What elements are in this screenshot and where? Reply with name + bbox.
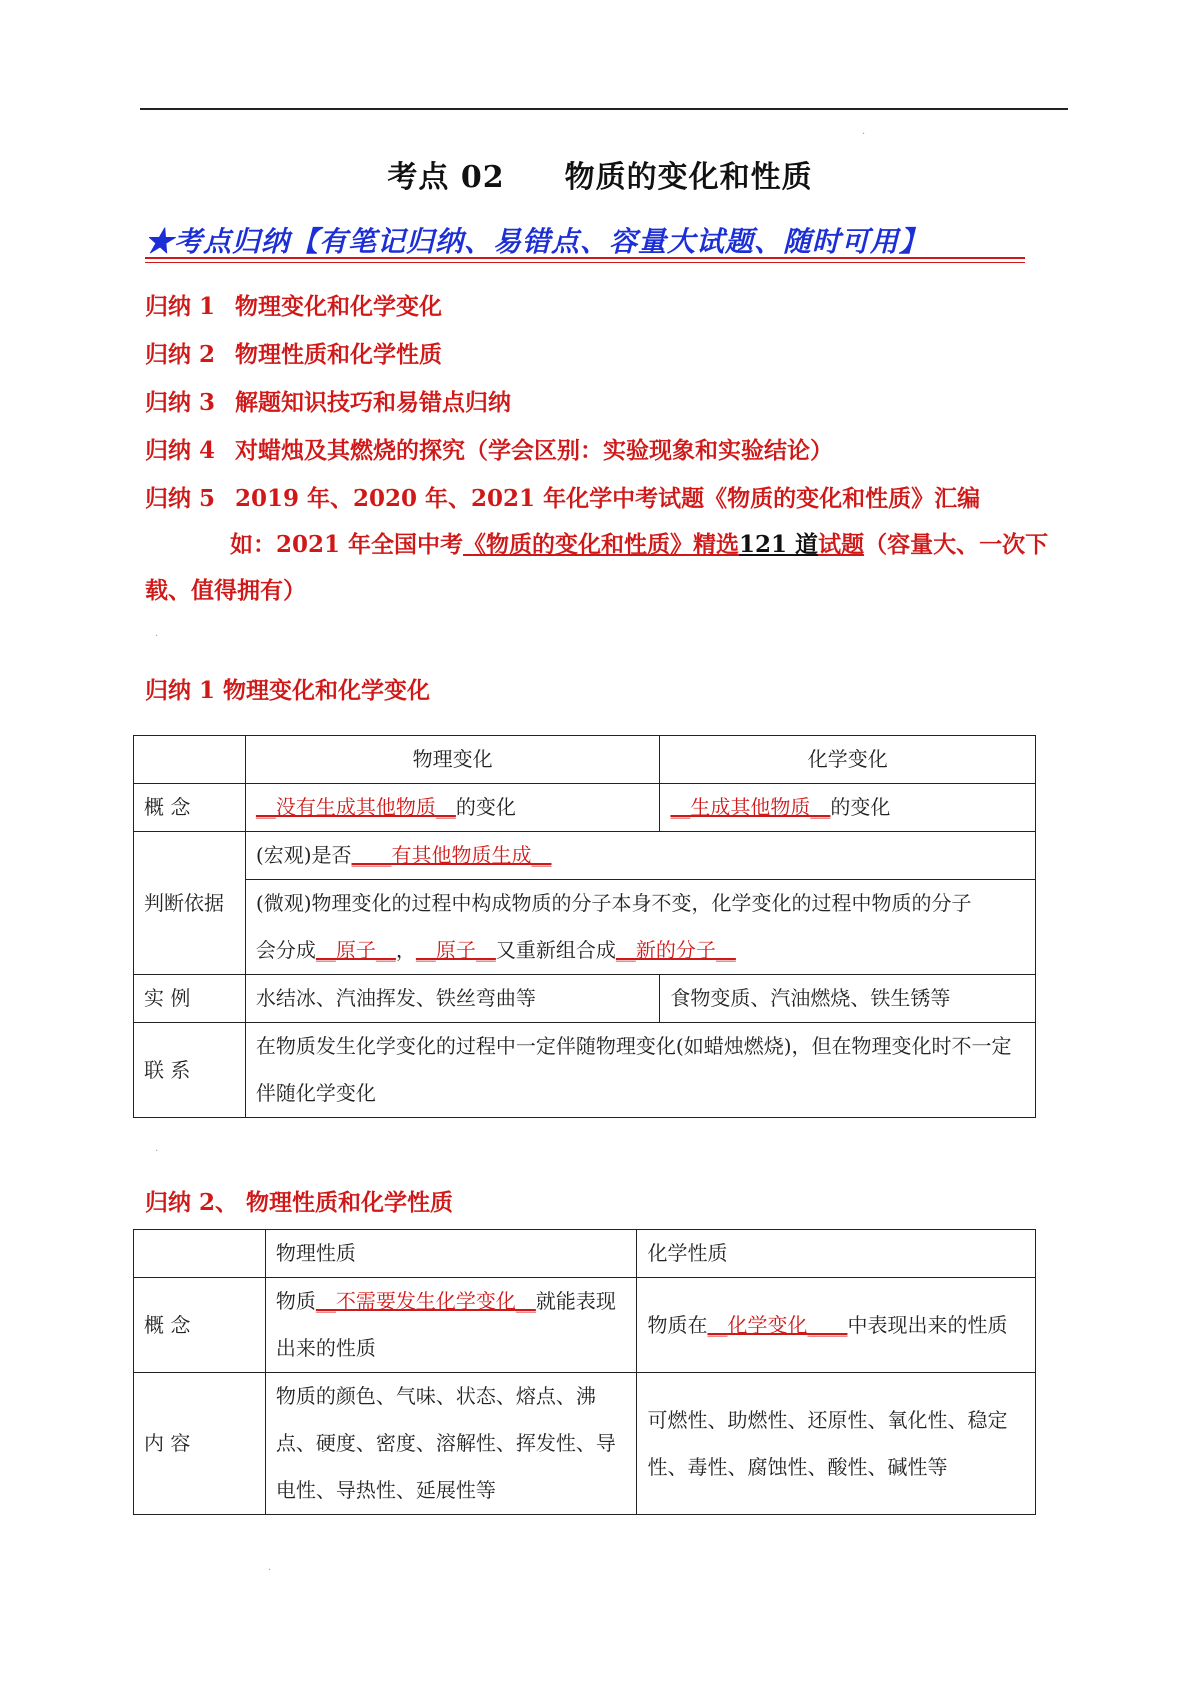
note-link[interactable]: 《物质的变化和性质》精选 — [463, 531, 740, 558]
toc-item-5: 归纳 5 2019 年、2020 年、2021 年化学中考试题《物质的变化和性质》汇编 — [145, 485, 981, 512]
table-row — [134, 1373, 1036, 1515]
concept-physical: __没有生成其他物质__的变化 — [245, 784, 660, 832]
header-chemical-change: 化学变化 — [660, 736, 1036, 784]
header-physical-property: 物理性质 — [265, 1230, 637, 1278]
toc-item-3: 归纳 3 解题知识技巧和易错点归纳 — [145, 389, 511, 416]
toc-item-4: 归纳 4 对蜡烛及其燃烧的探究（学会区别：实验现象和实验结论） — [145, 437, 833, 464]
summary-banner: ★考点归纳【有笔记归纳、易错点、容量大试题、随时可用】 — [145, 225, 929, 258]
title-code: 考点 02 — [387, 160, 505, 195]
section1-heading: 归纳 1 物理变化和化学变化 — [145, 677, 431, 704]
table-row — [134, 1230, 1036, 1278]
banner-underline — [145, 257, 1025, 259]
row-label-relation: 联 系 — [134, 1023, 246, 1118]
title-name: 物质的变化和性质 — [564, 160, 813, 195]
table-cell — [134, 736, 246, 784]
example-physical: 水结冰、汽油挥发、铁丝弯曲等 — [245, 975, 660, 1023]
header-physical-change: 物理变化 — [245, 736, 660, 784]
stray-dot: . — [155, 1143, 159, 1154]
properties-table — [133, 1229, 1036, 1515]
stray-dot: . — [268, 1562, 272, 1573]
table-row — [134, 1278, 1036, 1373]
table-row — [134, 975, 1036, 1023]
banner-underline-thin — [145, 262, 1025, 263]
row-label-concept: 概 念 — [134, 1278, 266, 1373]
row-label-example: 实 例 — [134, 975, 246, 1023]
row-label-concept: 概 念 — [134, 784, 246, 832]
section2-heading: 归纳 2、 物理性质和化学性质 — [145, 1189, 454, 1216]
table-row — [134, 832, 1036, 880]
stray-dot: . — [862, 126, 866, 137]
table-row — [134, 1023, 1036, 1118]
relation-text: 在物质发生化学变化的过程中一定伴随物理变化(如蜡烛燃烧)，但在物理变化时不一定伴随化学变化 — [245, 1023, 1035, 1118]
basis-micro: (微观)物理变化的过程中构成物质的分子本身不变，化学变化的过程中物质的分子 会分成__原子__，__原子__又重新组合成__新的分子__ — [245, 880, 1035, 975]
table-row — [134, 784, 1036, 832]
toc-item-2: 归纳 2 物理性质和化学性质 — [145, 341, 442, 368]
row-label-basis: 判断依据 — [134, 832, 246, 975]
table-row — [134, 736, 1036, 784]
stray-dot: . — [155, 628, 159, 639]
changes-table — [133, 735, 1036, 1118]
concept-chemical: __生成其他物质__的变化 — [660, 784, 1036, 832]
concept-chemical-property: 物质在__化学变化____中表现出来的性质 — [637, 1278, 1036, 1373]
table-cell — [134, 1230, 266, 1278]
row-label-content: 内 容 — [134, 1373, 266, 1515]
header-chemical-property: 化学性质 — [637, 1230, 1036, 1278]
content-chemical-property: 可燃性、助燃性、还原性、氧化性、稳定性、毒性、腐蚀性、酸性、碱性等 — [637, 1373, 1036, 1515]
download-note: 如：2021 年全国中考《物质的变化和性质》精选121 道试题（容量大、一次下载、值得拥有） — [145, 531, 1049, 604]
content-physical-property: 物质的颜色、气味、状态、熔点、沸点、硬度、密度、溶解性、挥发性、导电性、导热性、延展性等 — [265, 1373, 637, 1515]
toc-item-1: 归纳 1 物理变化和化学变化 — [145, 293, 442, 320]
page-title — [0, 152, 1200, 196]
basis-macro: (宏观)是否____有其他物质生成__ — [245, 832, 1035, 880]
table-row — [134, 880, 1036, 975]
header-rule — [140, 108, 1068, 110]
concept-physical-property: 物质__不需要发生化学变化__就能表现出来的性质 — [265, 1278, 637, 1373]
example-chemical: 食物变质、汽油燃烧、铁生锈等 — [660, 975, 1036, 1023]
